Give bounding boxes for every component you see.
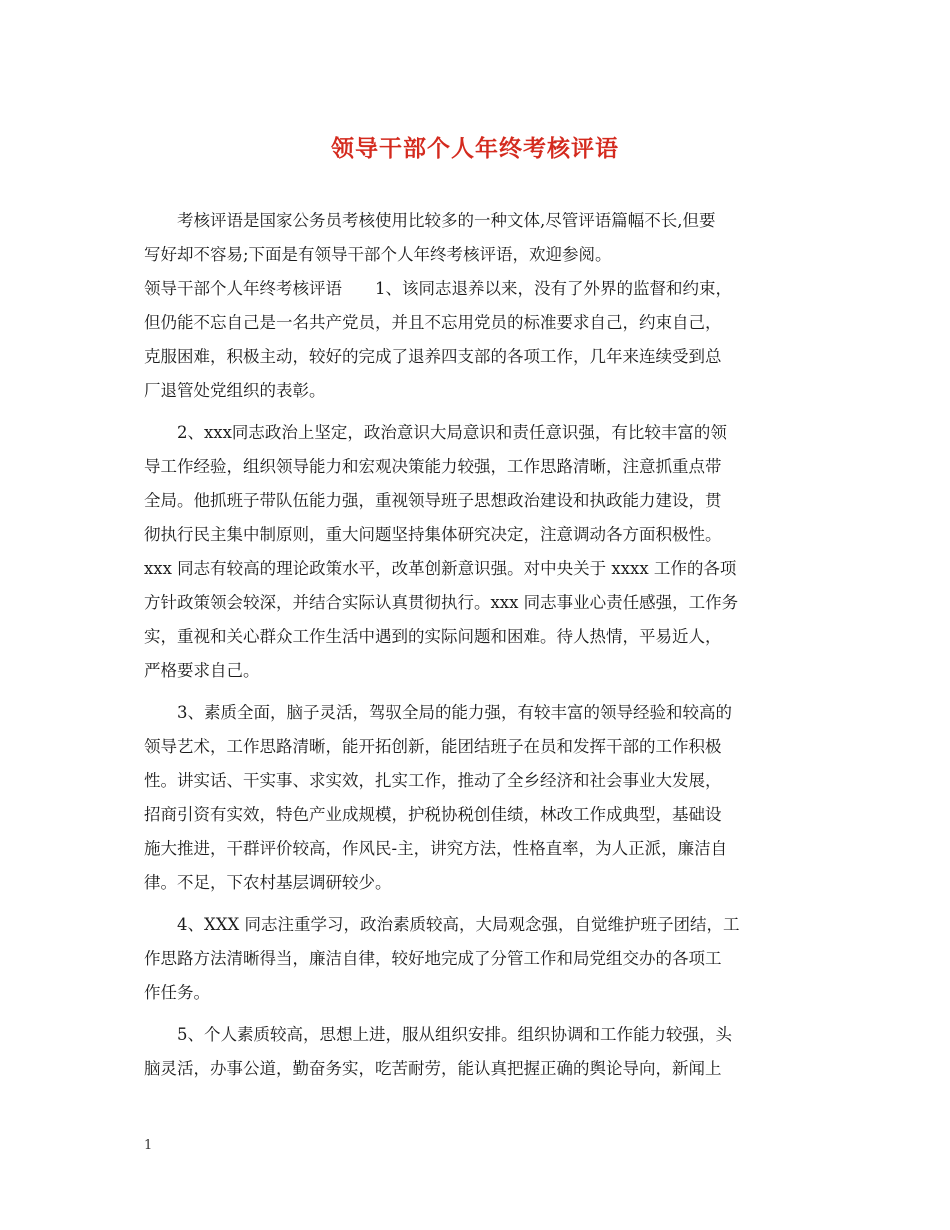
- text-line: 律。不足，下农村基层调研较少。: [144, 873, 392, 892]
- text-line: 招商引资有实效，特色产业成规模，护税协税创佳绩，林改工作成典型，基础设: [144, 805, 722, 824]
- text-line: 施大推进，干群评价较高，作风民-主，讲究方法，性格直率，为人正派，廉洁自: [144, 839, 728, 858]
- text-line: 4、XXX 同志注重学习，政治素质较高，大局观念强，自觉维护班子团结，工: [144, 915, 740, 934]
- text-line: 写好却不容易;下面是有领导干部个人年终考核评语，欢迎参阅。: [144, 245, 612, 264]
- document-title: 领导干部个人年终考核评语: [331, 135, 619, 162]
- text-line: 方针政策领会较深，并结合实际认真贯彻执行。xxx 同志事业心责任感强，工作务: [144, 593, 739, 612]
- text-line: 严格要求自己。: [144, 661, 260, 680]
- text-line: 2、xxx同志政治上坚定，政治意识大局意识和责任意识强，有比较丰富的领: [144, 423, 727, 442]
- text-line: 作任务。: [144, 983, 210, 1002]
- text-line: 全局。他抓班子带队伍能力强，重视领导班子思想政治建设和执政能力建设，贯: [144, 491, 722, 510]
- text-line: 作思路方法清晰得当，廉洁自律，较好地完成了分管工作和局党组交办的各项工: [144, 949, 722, 968]
- text-line: xxx 同志有较高的理论政策水平，改革创新意识强。对中央关于 xxxx 工作的各项: [144, 559, 737, 578]
- text-line: 实，重视和关心群众工作生活中遇到的实际问题和困难。待人热情，平易近人，: [144, 627, 722, 646]
- page-number: 1: [144, 1138, 153, 1153]
- text-line: 克服困难，积极主动，较好的完成了退养四支部的各项工作，几年来连续受到总: [144, 347, 722, 366]
- document-body: [144, 204, 824, 1086]
- text-line: 3、素质全面，脑子灵活，驾驭全局的能力强，有较丰富的领导经验和较高的: [144, 703, 732, 722]
- text-line: 彻执行民主集中制原则，重大问题坚持集体研究决定，注意调动各方面积极性。: [144, 525, 722, 544]
- text-line: 5、个人素质较高，思想上进，服从组织安排。组织协调和工作能力较强，头: [144, 1025, 732, 1044]
- text-line: 脑灵活，办事公道，勤奋务实，吃苦耐劳，能认真把握正确的舆论导向，新闻上: [144, 1059, 722, 1078]
- text-line: 考核评语是国家公务员考核使用比较多的一种文体,尽管评语篇幅不长,但要: [144, 211, 716, 230]
- text-line: 厂退管处党组织的表彰。: [144, 381, 326, 400]
- text-line: 导工作经验，组织领导能力和宏观决策能力较强，工作思路清晰，注意抓重点带: [144, 457, 722, 476]
- text-line: 但仍能不忘自己是一名共产党员，并且不忘用党员的标准要求自己，约束自己，: [144, 313, 722, 332]
- text-line: 性。讲实话、干实事、求实效，扎实工作，推动了全乡经济和社会事业大发展，: [144, 771, 722, 790]
- text-line: 领导艺术，工作思路清晰，能开拓创新，能团结班子在员和发挥干部的工作积极: [144, 737, 722, 756]
- text-line: 领导干部个人年终考核评语 1、该同志退养以来，没有了外界的监督和约束，: [144, 279, 732, 298]
